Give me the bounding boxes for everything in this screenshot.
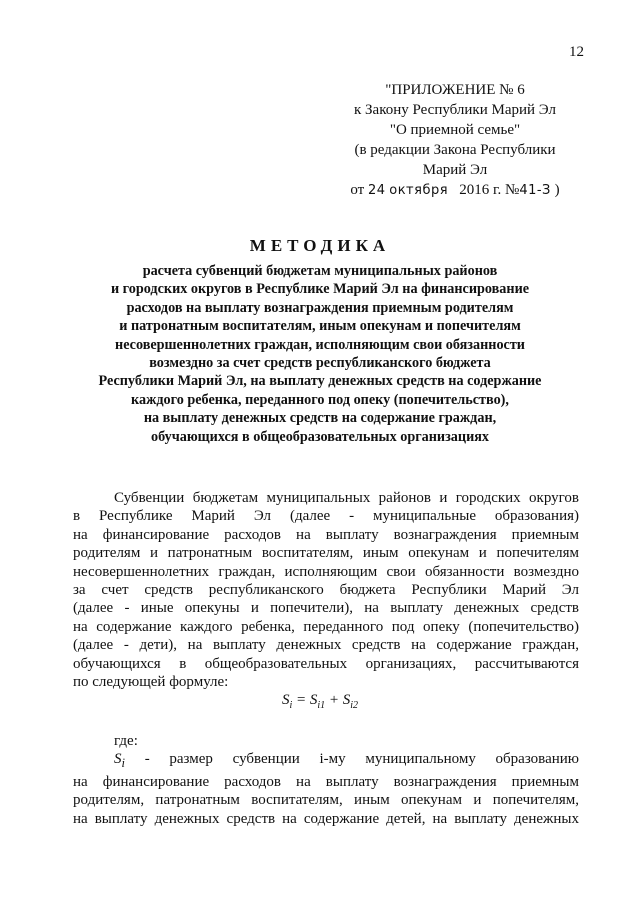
- body-paragraph-1: [73, 489, 579, 691]
- date-year: 2016 г. №: [459, 182, 520, 198]
- subtitle-line: обучающихся в общеобразовательных организациях: [150, 428, 490, 445]
- document-subtitle: [60, 262, 580, 446]
- appendix-line: "ПРИЛОЖЕНИЕ № 6: [385, 82, 525, 98]
- formula-plus: +: [325, 692, 343, 708]
- formula-lhs: S: [281, 692, 290, 708]
- appendix-line: "О приемной семье": [389, 122, 521, 138]
- law-number: 41-З: [519, 183, 551, 198]
- document-title: МЕТОДИКА: [249, 236, 391, 255]
- body-paragraph-2: [73, 732, 579, 828]
- paragraph-line: (далее - иные опекуны и попечители), на выплату денежных средств: [73, 600, 579, 617]
- definition-symbol: S: [114, 751, 122, 768]
- paragraph-line: за счет средств республиканского бюджета Республики Марий Эл: [73, 582, 579, 599]
- formula: [0, 692, 640, 711]
- subtitle-line: и городских округов в Республике Марий Эл на финансирование: [110, 281, 530, 298]
- subtitle-line: и патронатным воспитателям, иным опекунам и попечителям: [119, 318, 521, 335]
- subtitle-line: Республики Марий Эл, на выплату денежных средств на содержание: [98, 373, 542, 390]
- subtitle-line: на выплату денежных средств на содержание граждан,: [143, 410, 497, 427]
- formula-lhs-sub: i: [289, 700, 293, 711]
- subtitle-line: каждого ребенка, переданного под опеку (попечительство),: [131, 391, 509, 408]
- paragraph-line: (далее - дети), на выплату денежных средств на содержание граждан,: [73, 637, 579, 654]
- subtitle-line: расходов на выплату вознаграждения приемным родителям: [126, 299, 514, 316]
- paragraph-line: на финансирование расходов на выплату вознаграждения приемным: [73, 526, 579, 543]
- date-day: 24: [367, 183, 386, 198]
- definition-first-line: [73, 750, 579, 772]
- appendix-header: [330, 80, 580, 201]
- paragraph-line: на финансирование расходов на выплату вознаграждения приемным: [73, 773, 579, 790]
- appendix-line: Марий Эл: [422, 162, 488, 178]
- paragraph-line: несовершеннолетних граждан, исполняющим свои обязанности возмездно: [73, 563, 579, 580]
- formula-eq: =: [292, 692, 310, 708]
- subtitle-line: несовершеннолетних граждан, исполняющим свои обязанности: [115, 336, 525, 353]
- paragraph-line: родителям, патронатным воспитателям, иным опекунам и попечителям,: [73, 792, 579, 809]
- date-month: октября: [389, 183, 449, 198]
- paragraph-line: на содержание каждого ребенка, переданного под опеку (попечительство): [73, 618, 579, 635]
- paragraph-line: в Республике Марий Эл (далее - муниципальные образования): [73, 508, 579, 525]
- definition-symbol-sub: i: [121, 756, 125, 771]
- paragraph-line: родителям и патронатным воспитателям, иным опекунам и попечителям: [73, 545, 579, 562]
- formula-term-2-sub: i2: [350, 700, 359, 711]
- page-number: 12: [569, 44, 584, 60]
- formula-term-1: S: [309, 692, 318, 708]
- paragraph-line: на выплату денежных средств на содержание детей, на выплату денежных: [73, 810, 579, 827]
- subtitle-line: расчета субвенций бюджетам муниципальных районов: [142, 263, 498, 279]
- appendix-date-line: [330, 180, 580, 201]
- appendix-line: (в редакции Закона Республики: [354, 142, 556, 158]
- appendix-line: к Закону Республики Марий Эл: [353, 102, 556, 118]
- formula-term-1-sub: i1: [317, 700, 326, 711]
- date-suffix: ): [554, 182, 560, 198]
- formula-term-2: S: [342, 692, 351, 708]
- where-label: где:: [114, 733, 138, 749]
- paragraph-line: Субвенции бюджетам муниципальных районов и городских округов: [114, 490, 579, 506]
- date-prefix: от: [350, 182, 365, 198]
- subtitle-line: возмездно за счет средств республиканского бюджета: [149, 355, 491, 372]
- paragraph-line: по следующей формуле:: [73, 674, 229, 691]
- paragraph-line: обучающихся в общеобразовательных организациях, рассчитываются: [73, 655, 579, 672]
- definition-rest: - размер субвенции i-му муниципальному образованию: [124, 751, 579, 768]
